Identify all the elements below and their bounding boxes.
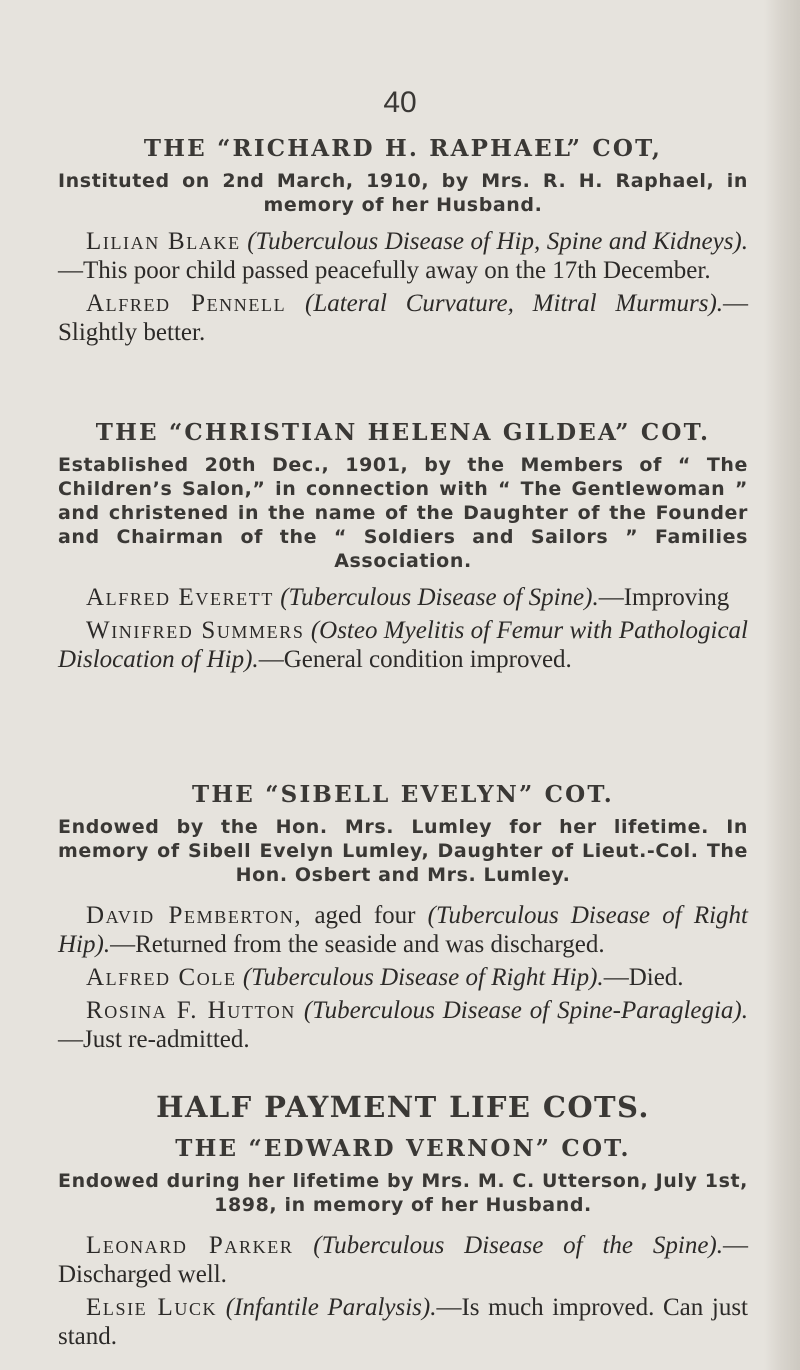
cot-title: THE “EDWARD VERNON” COT.: [175, 1134, 631, 1162]
patient-status: —This poor child passed peacefully away on the 17th December.: [58, 257, 711, 285]
patient-condition: (Tuberculous Disease of Hip, Spine and Kidneys).: [247, 228, 748, 256]
patient-entry: [58, 963, 748, 992]
patient-condition: (Osteo Myelitis of Femur with Pathological Dislocation of Hip).: [58, 617, 749, 674]
patient-age-note: aged four: [302, 902, 428, 930]
cot-title: THE “CHRISTIAN HELENA GILDEA” COT.: [95, 419, 711, 446]
patient-name: Alfred Everett: [86, 584, 274, 612]
patient-name: Elsie Luck: [86, 1294, 218, 1322]
patient-condition: (Lateral Curvature, Mitral Murmurs).: [305, 290, 724, 318]
patient-name: Alfred Cole: [86, 964, 237, 992]
patient-status: —Improving: [598, 584, 730, 612]
cot-title: THE “RICHARD H. RAPHAEL” COT,: [143, 135, 663, 162]
page-edge-shadow: [764, 0, 800, 1370]
patient-entry: [58, 1293, 748, 1351]
patient-entry: [58, 1231, 748, 1289]
patient-name: Leonard Parker: [86, 1232, 294, 1260]
patient-entry: [58, 227, 748, 285]
cot-founding-note: Endowed during her lifetime by Mrs. M. C. Utterson, July 1st, 1898, in memory of her Husband.: [58, 1170, 748, 1217]
patient-name: Lilian Blake: [86, 228, 241, 256]
patient-condition: (Infantile Paralysis).: [225, 1294, 437, 1322]
patient-name: Winifred Summers: [86, 617, 305, 645]
patient-name: Alfred Pennell: [86, 290, 287, 318]
patient-name: Rosina F. Hutton: [86, 997, 296, 1025]
cot-entry-raphael: [58, 136, 748, 347]
patient-name: David Pemberton,: [86, 902, 303, 930]
patient-entry: [58, 583, 748, 612]
cot-founding-note: Instituted on 2nd March, 1910, by Mrs. R. H. Raphael, in memory of her Husband.: [58, 170, 748, 217]
patient-condition: (Tuberculous Disease of Right Hip).: [242, 964, 604, 992]
page-number: 40: [383, 86, 417, 119]
patient-condition: (Tuberculous Disease of Spine-Paraglegia).: [303, 997, 749, 1025]
cot-entry-gildea: [58, 420, 748, 674]
cot-entry-sibell-evelyn: [58, 782, 748, 1054]
section-heading: HALF PAYMENT LIFE COTS.: [156, 1090, 650, 1124]
patient-status: —Is much improved. Can just stand.: [58, 1294, 748, 1351]
patient-condition: (Tuberculous Disease of Right Hip).: [58, 902, 749, 959]
patient-status: —Just re-admitted.: [58, 1026, 250, 1054]
patient-status: —Discharged well.: [58, 1232, 748, 1289]
patient-status: —General condition improved.: [258, 646, 572, 674]
patient-status: —Slightly better.: [58, 290, 749, 347]
cot-founding-note: Endowed by the Hon. Mrs. Lumley for her lifetime. In memory of Sibell Evelyn Lumley, Daughter of Lieut.-Col. The Hon. Osbert and Mrs. Lumley.: [58, 816, 748, 887]
patient-status: —Returned from the seaside and was discharged.: [110, 931, 605, 959]
patient-entry: [58, 616, 748, 674]
patient-entry: [58, 901, 748, 959]
patient-condition: (Tuberculous Disease of the Spine).: [313, 1232, 723, 1260]
half-payment-section: [58, 1092, 748, 1351]
patient-entry: [58, 289, 748, 347]
patient-status: —Died.: [603, 964, 684, 992]
cot-founding-note: Established 20th Dec., 1901, by the Members of “ The Children’s Salon,” in connection with “ The Gentlewoman ” and christened in the name of the Daughter of the Founder and Chairman of the “ Soldiers and Sailors ” Families Association.: [58, 454, 748, 573]
patient-condition: (Tuberculous Disease of Spine).: [280, 584, 599, 612]
cot-title: THE “SIBELL EVELYN” COT.: [192, 781, 614, 808]
patient-entry: [58, 996, 748, 1054]
